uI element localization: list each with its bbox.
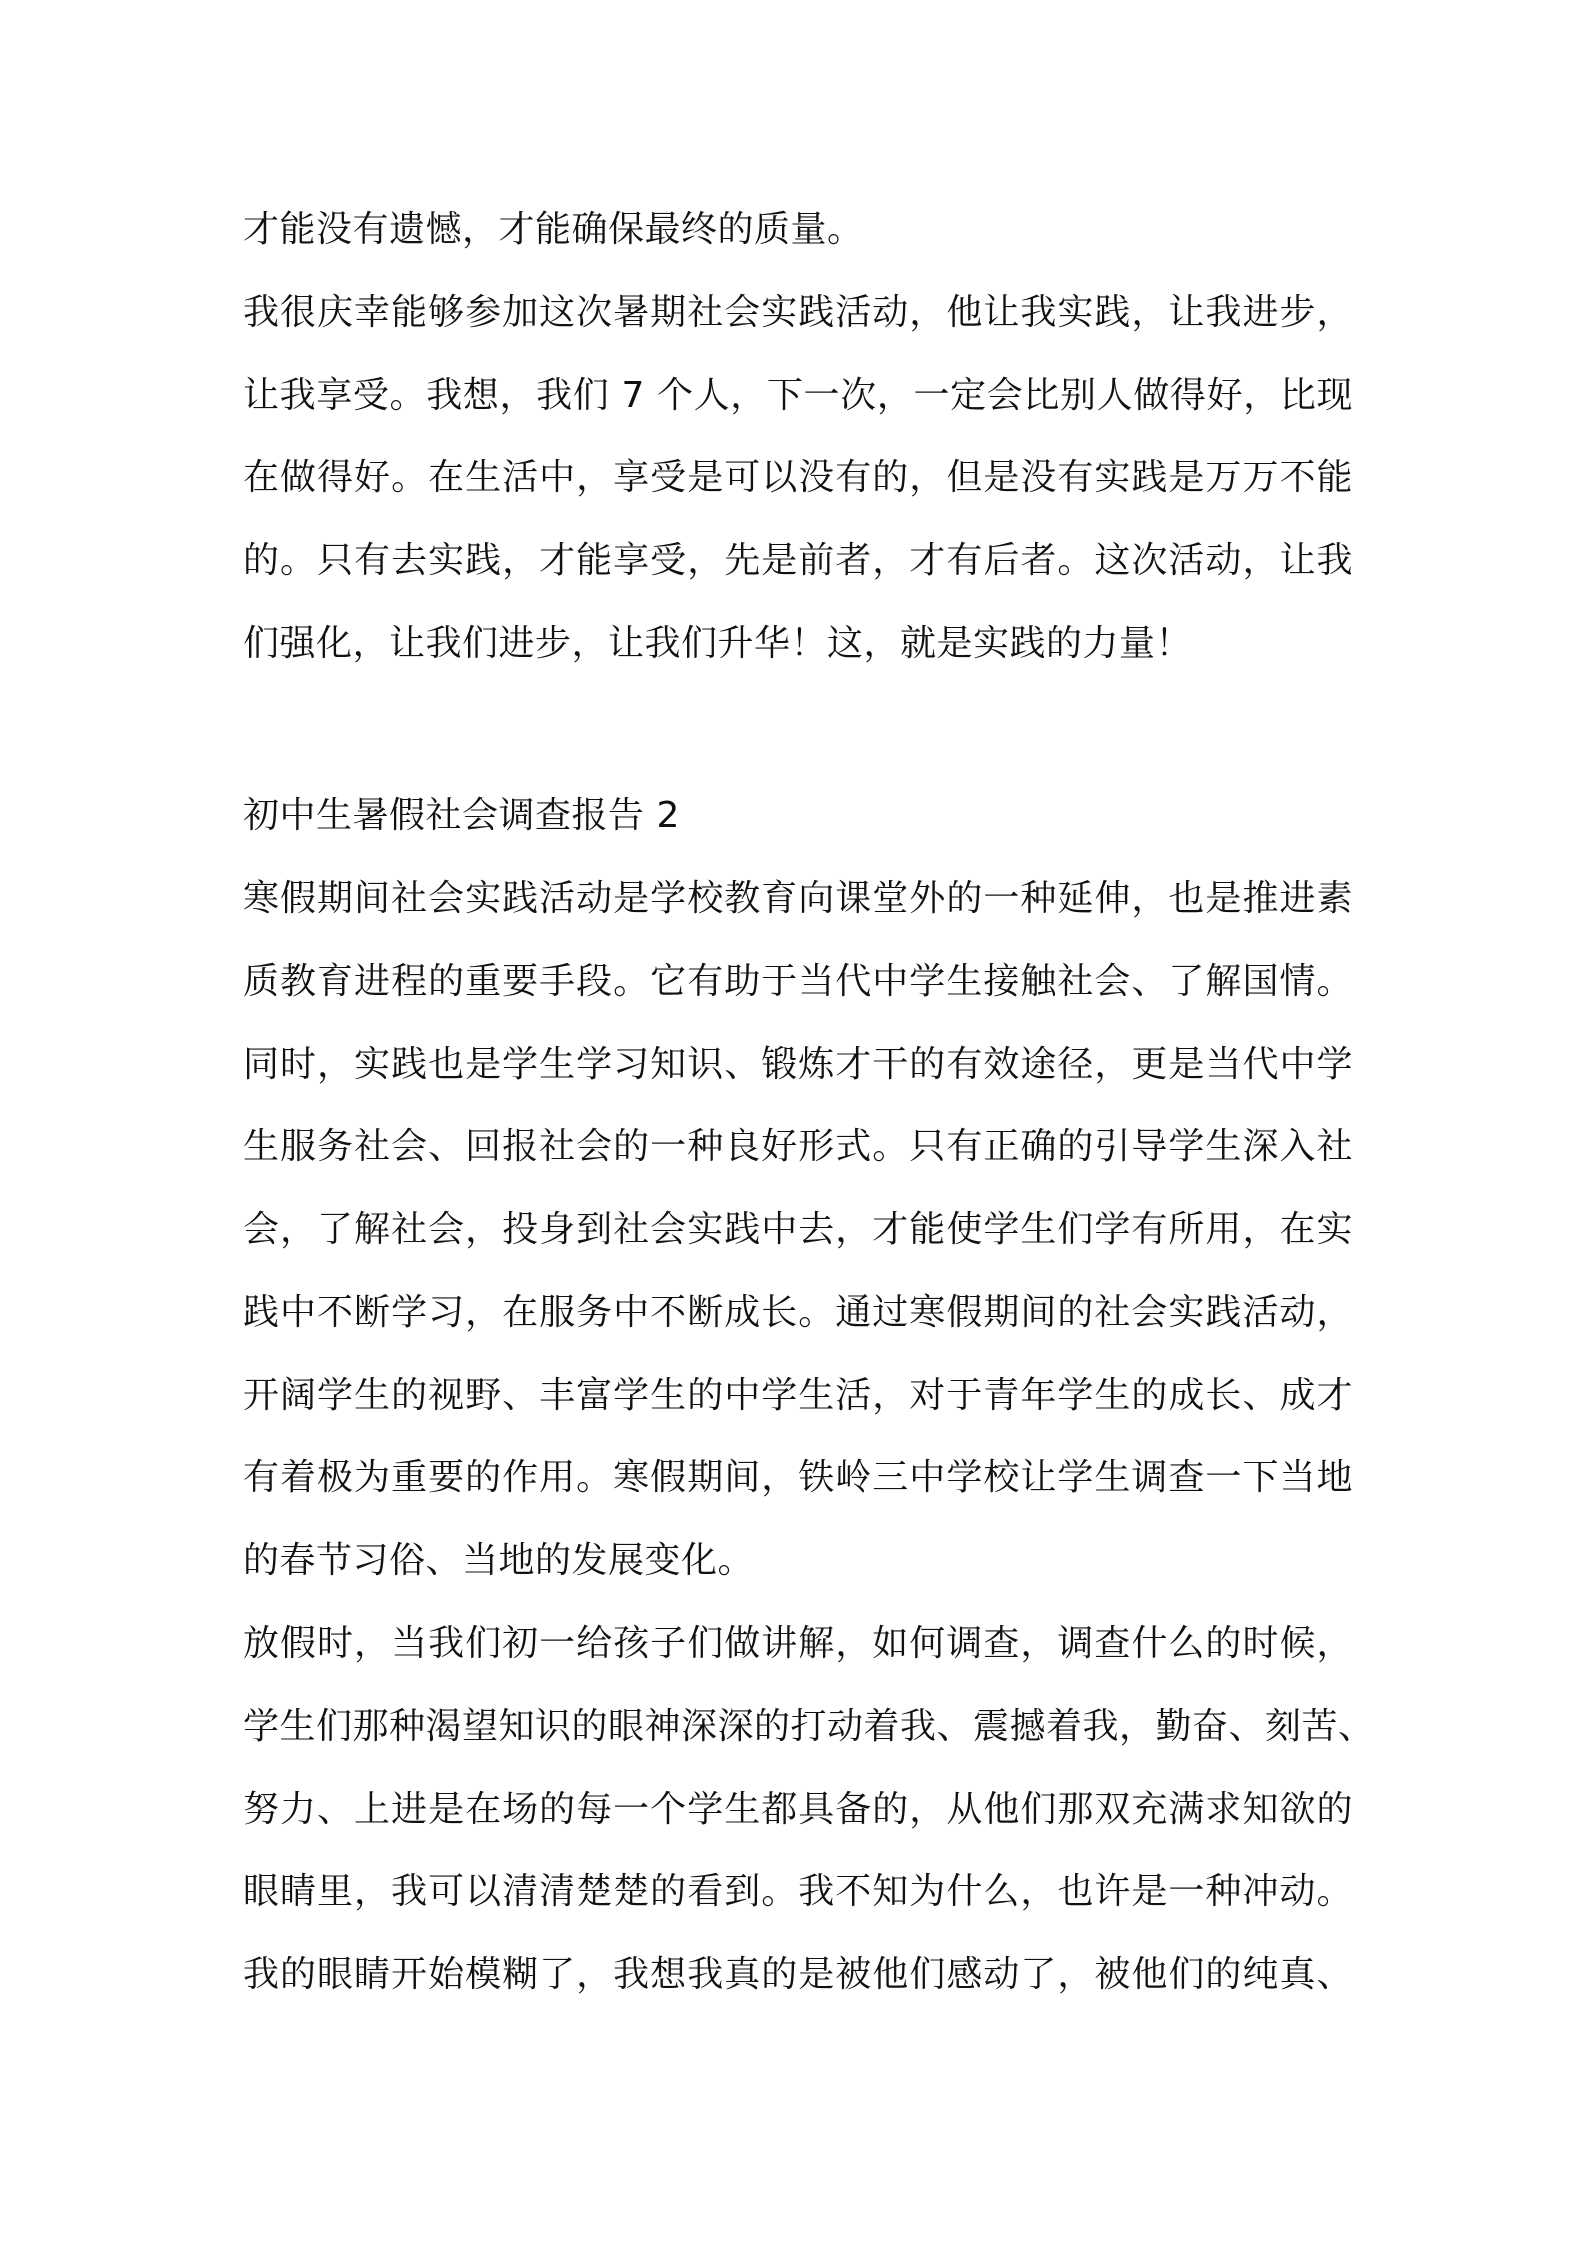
body-text-line: 质教育进程的重要手段。它有助于当代中学生接触社会、了解国情。 [243,961,1353,1002]
section-heading: 初中生暑假社会调查报告 2 [243,795,680,836]
body-text-line: 的春节习俗、当地的发展变化。 [243,1540,755,1581]
intro-text-line: 的。只有去实践，才能享受，先是前者，才有后者。这次活动，让我 [243,540,1353,581]
body-text-line: 同时，实践也是学生学习知识、锻炼才干的有效途径，更是当代中学 [243,1044,1353,1085]
intro-text-line: 我很庆幸能够参加这次暑期社会实践活动，他让我实践，让我进步， [243,292,1353,333]
intro-text-line: 们强化，让我们进步，让我们升华！这，就是实践的力量！ [243,623,1193,664]
body-text-line: 学生们那种渴望知识的眼神深深的打动着我、震撼着我，勤奋、刻苦、 [243,1706,1375,1747]
body-text-line: 放假时，当我们初一给孩子们做讲解，如何调查，调查什么的时候， [243,1623,1353,1664]
intro-text-line: 在做得好。在生活中，享受是可以没有的，但是没有实践是万万不能 [243,457,1353,498]
body-text-line: 我的眼睛开始模糊了，我想我真的是被他们感动了，被他们的纯真、 [243,1954,1353,1995]
body-text-line: 寒假期间社会实践活动是学校教育向课堂外的一种延伸，也是推进素 [243,878,1353,919]
intro-text-line: 才能没有遗憾，才能确保最终的质量。 [243,209,864,250]
body-text-line: 开阔学生的视野、丰富学生的中学生活，对于青年学生的成长、成才 [243,1375,1353,1416]
body-text-line: 会，了解社会，投身到社会实践中去，才能使学生们学有所用，在实 [243,1209,1353,1250]
body-text-line: 有着极为重要的作用。寒假期间，铁岭三中学校让学生调查一下当地 [243,1457,1353,1498]
body-text-line: 生服务社会、回报社会的一种良好形式。只有正确的引导学生深入社 [243,1126,1353,1167]
body-text-line: 努力、上进是在场的每一个学生都具备的，从他们那双充满求知欲的 [243,1789,1353,1830]
body-text-line: 践中不断学习，在服务中不断成长。通过寒假期间的社会实践活动， [243,1292,1353,1333]
intro-text-line: 让我享受。我想，我们 7 个人，下一次，一定会比别人做得好，比现 [243,375,1353,416]
body-text-line: 眼睛里，我可以清清楚楚的看到。我不知为什么，也许是一种冲动。 [243,1871,1353,1912]
